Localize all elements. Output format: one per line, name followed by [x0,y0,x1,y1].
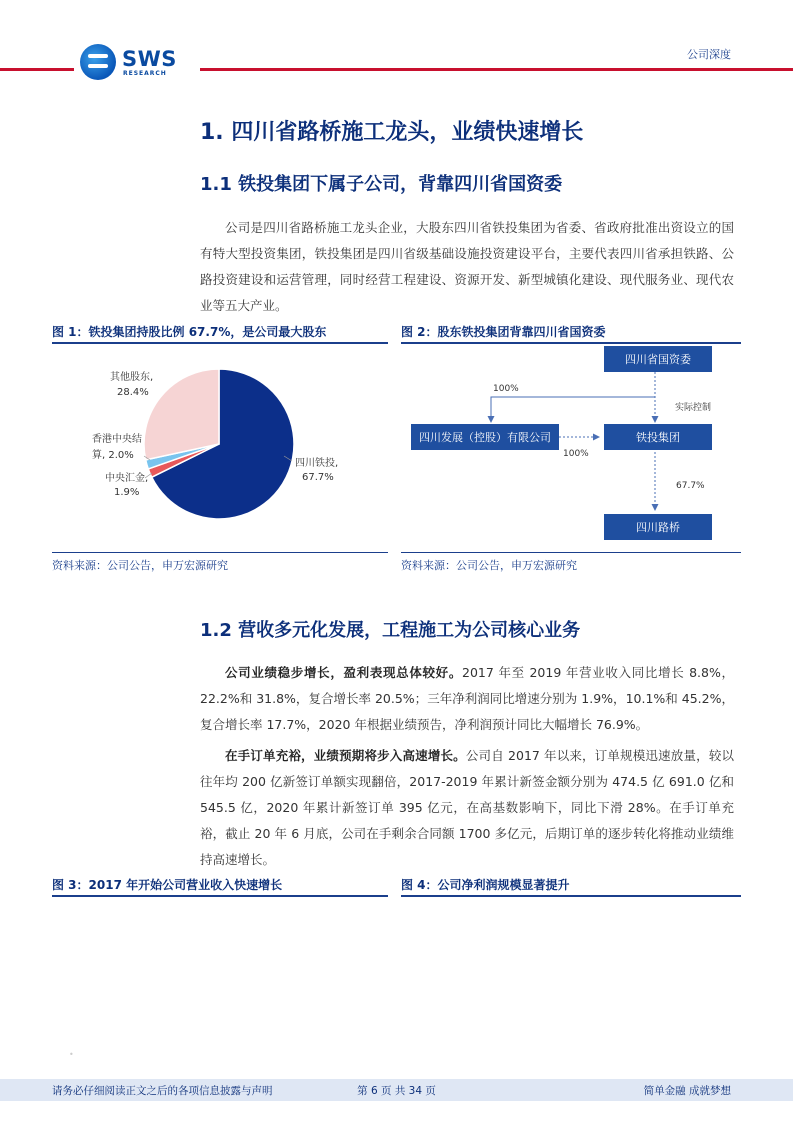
figure1-bottom-rule [52,552,388,553]
label-tietou-luqiao-pct: 67.7% [676,481,705,491]
pie-slice-3 [144,369,219,460]
figure1-title-rule [52,342,388,344]
figure4-title: 图 4：公司净利润规模显著提升 [401,878,570,892]
intro-paragraph: 公司是四川省路桥施工龙头企业，大股东四川省铁投集团为省委、省政府批准出资设立的国有特大型投资集团，铁投集团是四川省级基础设施投资建设平台，主要代表四川省承担铁路、公路投资建设和运营管理，同时经营工程建设、资源开发、新型城镇化建设、现代服务业、现代农业等五大产业。 [200,220,734,313]
figure3-title: 图 3：2017 年开始公司营业收入快速增长 [52,878,283,892]
footer-slogan: 简单金融 成就梦想 [643,1085,731,1097]
header-rule-left [0,68,74,71]
paragraph-performance-body: 2017 年至 2019 年营业收入同比增长 8.8%，22.2%和 31.8%，复合增长率 20.5%；三年净利润同比增速分别为 1.9%，10.1%和 45.2%，复合增长率 17.7%，2020 年根据业绩预告，净利润预计同比大幅增长 76.9%。 [200,665,734,732]
figure4-title-rule [401,895,741,897]
logo-text: SWS [122,47,177,71]
figure2-source: 资料来源：公司公告，申万宏源研究 [401,559,577,572]
logo-subtext: RESEARCH [123,70,167,77]
pie-label-other: 其他股东, [110,372,154,383]
subsection-title-1-2: 1.2 营收多元化发展，工程施工为公司核心业务 [200,620,581,641]
sws-logo [80,44,190,84]
paragraph-orders-body: 公司自 2017 年以来，订单规模迅速放量，较以往年均 200 亿新签订单额实现翻倍，2017-2019 年累计新签金额分别为 474.5 亿 691.0 亿和 545.5 亿，2020 年累计新签订单 395 亿元，在高基数影响下，同比下滑 28%。在手订单充裕，截止 20 年 6 月底，公司在手剩余合同额 1700 多亿元，后期订单的逐步转化将推动业绩维持高速增长。 [200,748,734,867]
pie-label-tietou-pct: 67.7% [302,472,334,483]
paragraph-performance [200,660,734,738]
sws-logo-icon [80,44,116,80]
label-actual-control: 实际控制 [675,403,712,413]
figure1-title: 图 1：铁投集团持股比例 67.7%，是公司最大股东 [52,325,327,339]
pie-label-hkscc-pct: 算, 2.0% [92,450,134,461]
label-fazhan-100pct: 100% [493,384,519,394]
node-tietou-group: 铁投集团 [604,424,712,450]
footer-disclaimer: 请务必仔细阅读正文之后的各项信息披露与声明 [52,1085,273,1097]
section-title: 1. 四川省路桥施工龙头，业绩快速增长 [200,120,584,145]
pie-slices [144,369,294,519]
pie-label-huijin: 中央汇金, [105,473,149,484]
figure3-title-rule [52,895,388,897]
subsection-title-1-1: 1.1 铁投集团下属子公司，背靠四川省国资委 [200,174,563,195]
label-fazhan-tietou-100pct: 100% [563,449,589,459]
pie-label-huijin-pct: 1.9% [114,487,140,498]
node-sichuan-sasac: 四川省国资委 [604,346,712,372]
pie-label-other-pct: 28.4% [117,387,149,398]
pie-label-tietou: 四川铁投, [295,458,339,469]
page-footer [0,1079,793,1101]
figure1-source: 资料来源：公司公告，申万宏源研究 [52,559,228,572]
paragraph-orders [200,743,734,873]
paragraph-performance-lead: 公司业绩稳步增长，盈利表现总体较好。 [225,665,463,680]
header-rule-right [200,68,793,71]
shareholder-pie-chart [52,346,392,546]
arrow-sasac-fazhan [491,397,655,422]
page-mark: • [69,1050,74,1059]
paragraph-orders-lead: 在手订单充裕，业绩预期将步入高速增长。 [225,748,466,763]
pie-label-hkscc: 香港中央结 [92,434,142,445]
node-sichuan-luqiao: 四川路桥 [604,514,712,540]
figure2-bottom-rule [401,552,741,553]
node-sichuan-fazhan: 四川发展（控股）有限公司 [411,424,559,450]
header-tag: 公司深度 [687,48,731,61]
footer-page-number: 第 6 页 共 34 页 [357,1085,436,1097]
figure2-title: 图 2：股东铁投集团背靠四川省国资委 [401,325,606,339]
